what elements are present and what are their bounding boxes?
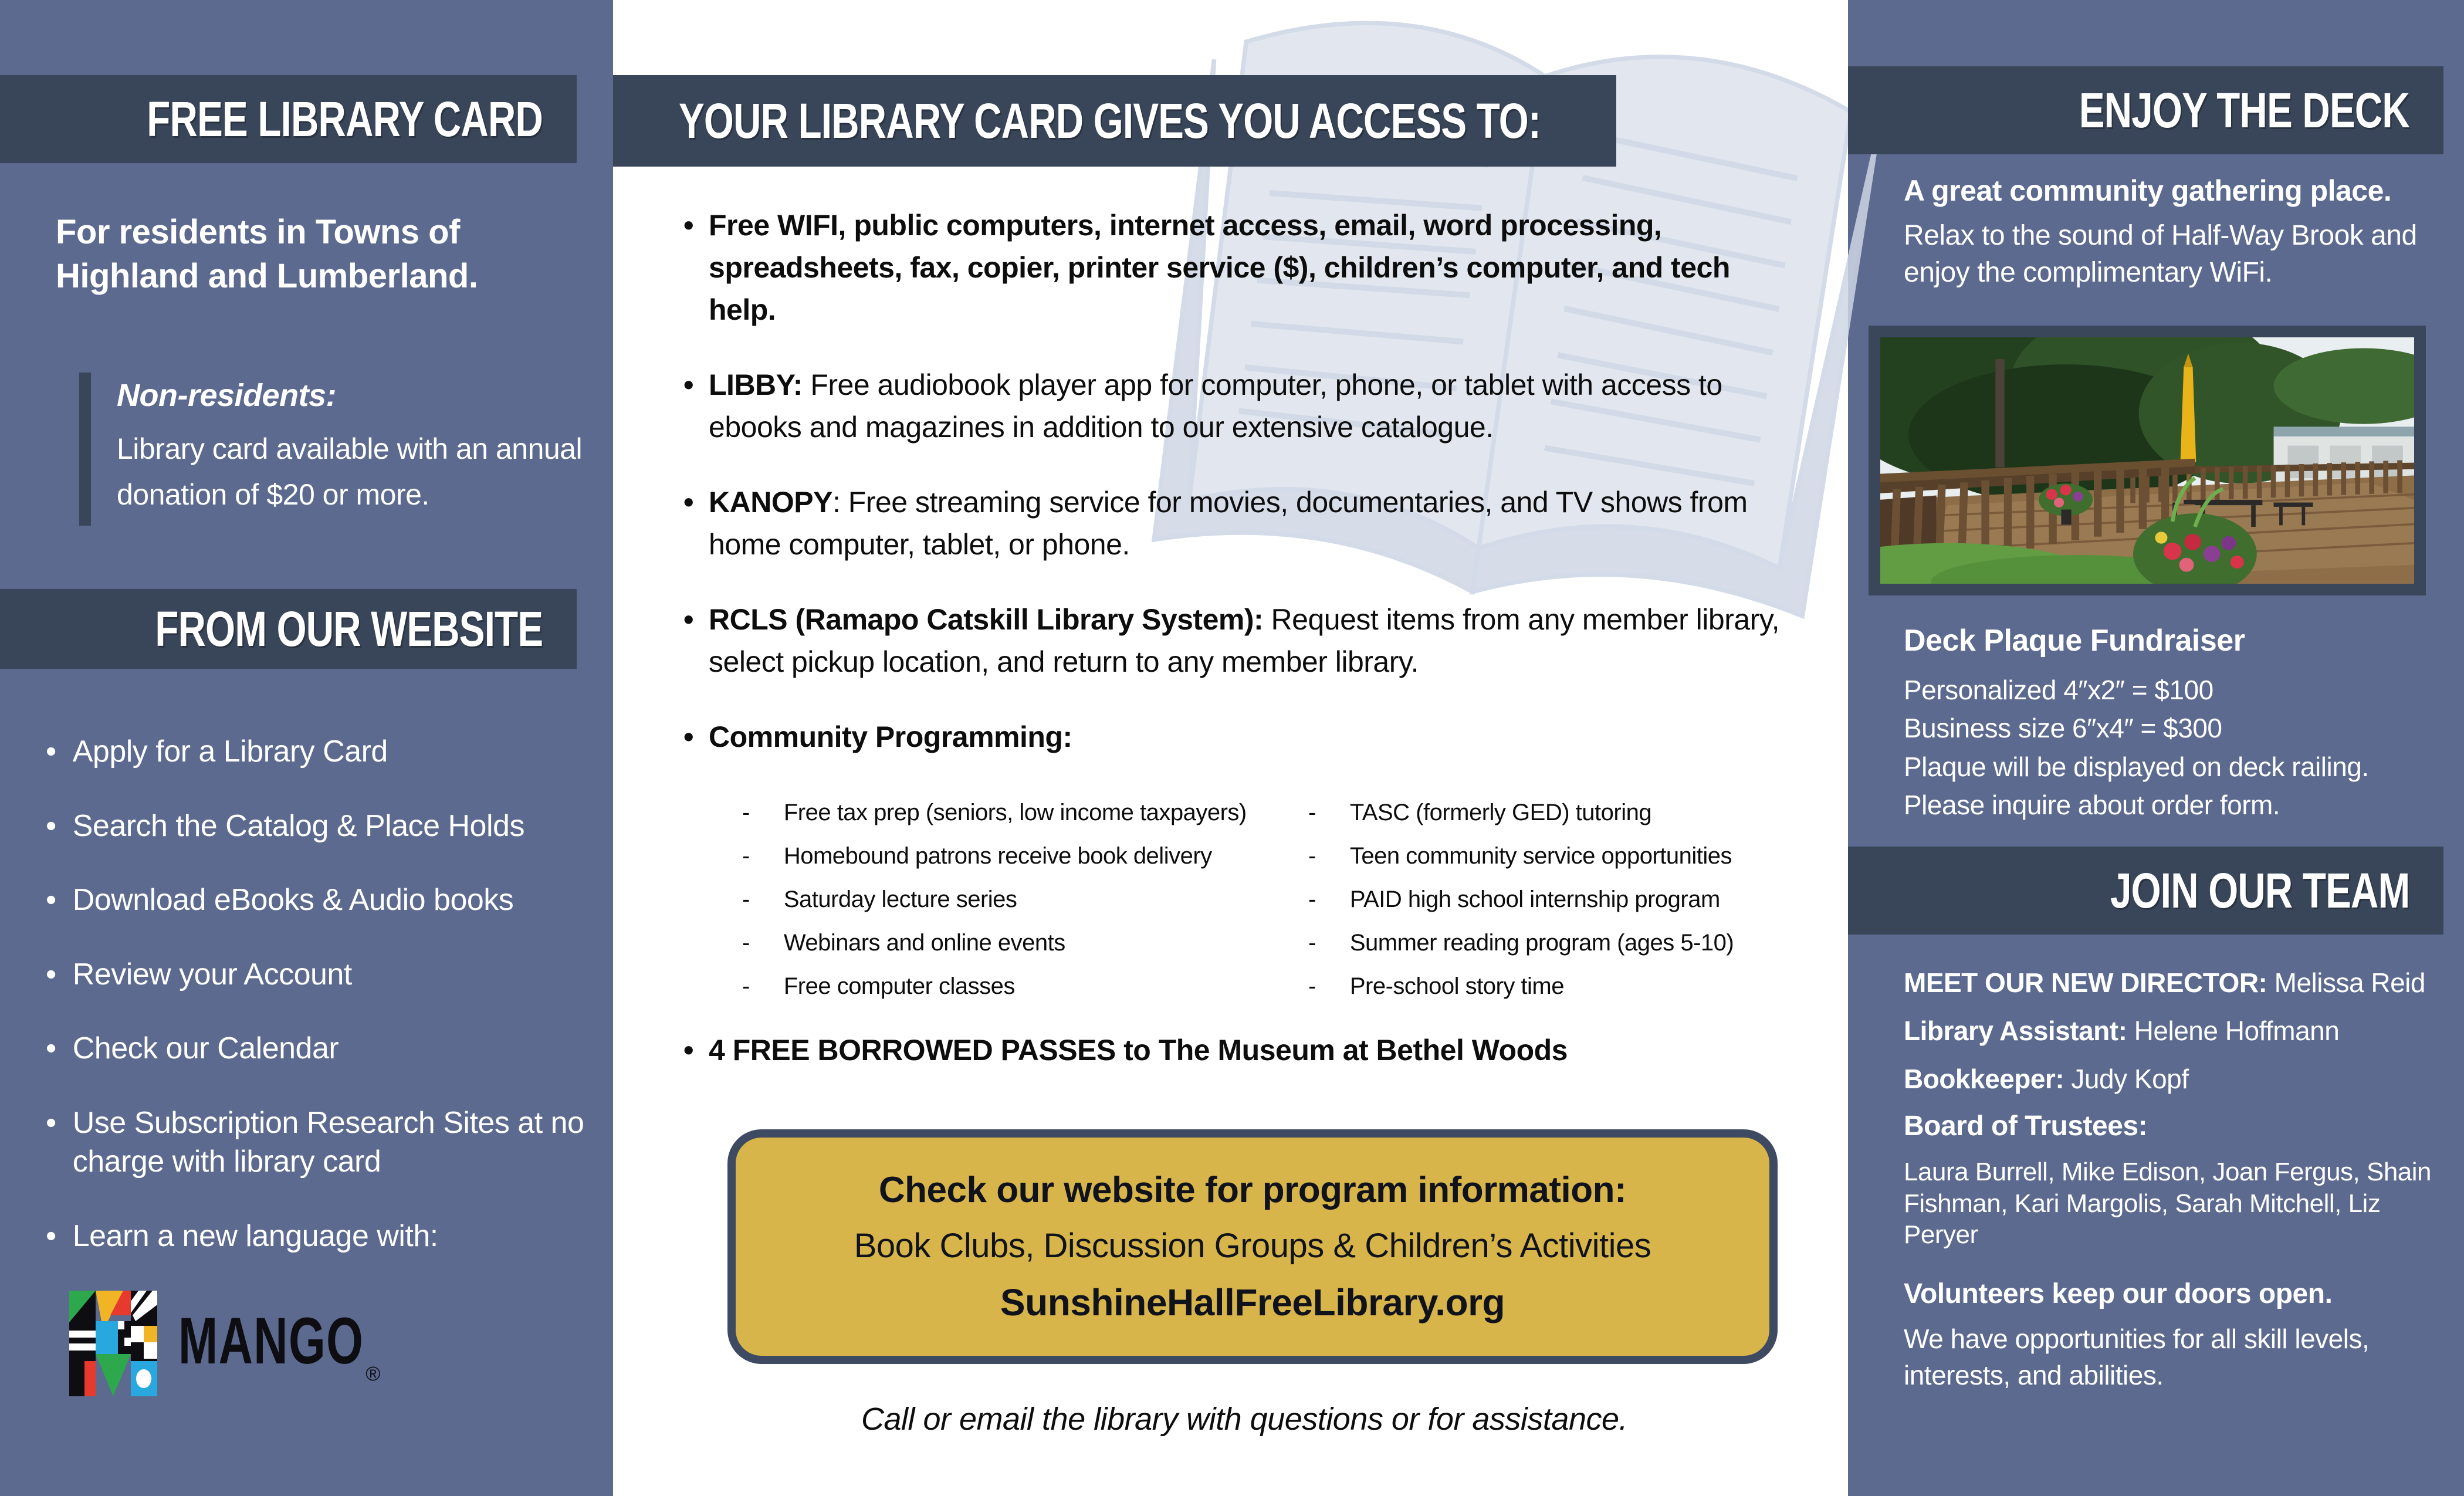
deck-intro bbox=[1904, 174, 2452, 292]
bullet-label: KANOPY bbox=[709, 486, 832, 519]
free-library-card-header bbox=[0, 75, 577, 163]
list-item: - Webinars and online events bbox=[735, 921, 1301, 964]
staff-role-label: Bookkeeper: bbox=[1904, 1064, 2064, 1094]
staff-role-label: Library Assistant: bbox=[1904, 1016, 2127, 1046]
from-our-website-header bbox=[0, 589, 577, 669]
museum-passes-bullet: • 4 FREE BORROWED PASSES to The Museum at Bethel Woods bbox=[683, 1029, 1816, 1071]
deck-plaque-fundraiser bbox=[1904, 623, 2449, 824]
enjoy-the-deck-header bbox=[1848, 66, 2443, 154]
contact-note: Call or email the library with questions or for assistance. bbox=[861, 1402, 1628, 1437]
mango-wordmark: MANGO bbox=[178, 1304, 364, 1377]
staff-name: Melissa Reid bbox=[2267, 967, 2425, 998]
bullet-label: RCLS (Ramapo Catskill Library System): bbox=[709, 603, 1264, 636]
list-item bbox=[1904, 969, 2455, 996]
bullet-label: Community Programming: bbox=[709, 720, 1072, 753]
list-item: - TASC (formerly GED) tutoring bbox=[1301, 791, 1864, 834]
list-item bbox=[683, 364, 1816, 448]
list-item: - Saturday lecture series bbox=[735, 878, 1301, 921]
list-item: • Learn a new language with: bbox=[46, 1217, 609, 1256]
callout-line-2: Book Clubs, Discussion Groups & Children’s Activities bbox=[854, 1227, 1651, 1265]
list-item: Plaque will be displayed on deck railing. bbox=[1904, 751, 2369, 782]
volunteers-note bbox=[1904, 1278, 2449, 1393]
list-item bbox=[683, 716, 1816, 758]
list-item: • Check our Calendar bbox=[46, 1029, 609, 1068]
staff-role-label: MEET OUR NEW DIRECTOR: bbox=[1904, 967, 2267, 998]
website-info-callout bbox=[727, 1129, 1778, 1364]
non-residents-text: Library card available with an annual donation of $20 or more. bbox=[117, 432, 583, 511]
header-label: ENJOY THE DECK bbox=[2079, 82, 2409, 138]
non-residents-callout bbox=[79, 373, 586, 526]
list-item: - Homebound patrons receive book delivery bbox=[735, 834, 1301, 878]
volunteers-bold: Volunteers keep our doors open. bbox=[1904, 1278, 2333, 1309]
list-item: Personalized 4″x2″ = $100 bbox=[1904, 675, 2213, 705]
list-item bbox=[1904, 1017, 2455, 1044]
staff-name: Helene Hoffmann bbox=[2127, 1016, 2340, 1046]
staff-name: Judy Kopf bbox=[2064, 1064, 2189, 1094]
programs-left-column bbox=[735, 791, 1301, 1008]
list-item: - PAID high school internship program bbox=[1301, 878, 1864, 921]
mango-m-icon bbox=[69, 1285, 157, 1396]
bullet-label: LIBBY: bbox=[709, 368, 803, 401]
volunteers-text: We have opportunities for all skill levels, interests, and abilities. bbox=[1904, 1324, 2370, 1391]
list-item: • Apply for a Library Card bbox=[46, 732, 609, 771]
list-item: • Search the Catalog & Place Holds bbox=[46, 807, 609, 846]
list-item: • Download eBooks & Audio books bbox=[46, 881, 609, 920]
residents-note: For residents in Towns of Highland and Lumberland. bbox=[56, 213, 478, 296]
non-residents-label: Non-residents: bbox=[117, 378, 337, 413]
deck-intro-text: Relax to the sound of Half-Way Brook and enjoy the complimentary WiFi. bbox=[1904, 220, 2417, 289]
registered-trademark-icon: ® bbox=[365, 1363, 380, 1385]
list-item: • Review your Account bbox=[46, 955, 609, 994]
list-item: - Free tax prep (seniors, low income taxpayers) bbox=[735, 791, 1301, 834]
fundraiser-lines bbox=[1904, 671, 2449, 824]
access-benefits bbox=[683, 204, 1816, 1104]
community-programs-grid bbox=[735, 791, 1816, 1008]
staff-list bbox=[1904, 969, 2455, 1113]
list-item: - Summer reading program (ages 5-10) bbox=[1301, 921, 1864, 964]
board-of-trustees bbox=[1904, 1110, 2452, 1251]
programs-right-column bbox=[1301, 791, 1864, 1008]
list-item bbox=[683, 598, 1816, 683]
header-label: JOIN OUR TEAM bbox=[2110, 862, 2409, 918]
board-names: Laura Burrell, Mike Edison, Joan Fergus, Shain Fishman, Kari Margolis, Sarah Mitchell, Liz Peryer bbox=[1904, 1157, 2432, 1250]
deck-intro-bold: A great community gathering place. bbox=[1904, 174, 2392, 207]
list-item: - Teen community service opportunities bbox=[1301, 834, 1864, 878]
library-card-access-header bbox=[613, 75, 1616, 167]
bullet-text: Free audiobook player app for computer, phone, or tablet with access to ebooks and magazines in addition to our extensive catalogue. bbox=[709, 368, 1722, 444]
website-features-list bbox=[46, 732, 609, 1291]
list-item: Please inquire about order form. bbox=[1904, 789, 2280, 820]
board-title: Board of Trustees: bbox=[1904, 1111, 2148, 1142]
bullet-text: Request items from any member library, select pickup location, and return to any member library. bbox=[709, 603, 1779, 678]
fundraiser-title: Deck Plaque Fundraiser bbox=[1904, 624, 2245, 658]
list-item: Business size 6″x4″ = $300 bbox=[1904, 713, 2222, 744]
list-item bbox=[683, 481, 1816, 566]
mango-logo bbox=[69, 1285, 380, 1396]
list-item: • Use Subscription Research Sites at no charge with library card bbox=[46, 1104, 609, 1182]
library-website-url: SunshineHallFreeLibrary.org bbox=[1000, 1281, 1505, 1324]
bullet-text: : Free streaming service for movies, documentaries, and TV shows from home computer, tablet, or phone. bbox=[709, 486, 1748, 561]
header-label: FROM OUR WEBSITE bbox=[155, 601, 543, 656]
access-bullet-list bbox=[683, 204, 1816, 758]
header-label: FREE LIBRARY CARD bbox=[147, 91, 543, 147]
join-our-team-header bbox=[1848, 847, 2443, 935]
header-label: YOUR LIBRARY CARD GIVES YOU ACCESS TO: bbox=[679, 93, 1541, 148]
list-item: - Pre-school story time bbox=[1301, 964, 1864, 1008]
list-item bbox=[683, 204, 1816, 331]
bullet-label: Free WIFI, public computers, internet access, email, word processing, spreadsheets, fax, copier, printer service ($), children’s computer, and tech help. bbox=[709, 209, 1730, 326]
list-item: - Free computer classes bbox=[735, 964, 1301, 1008]
callout-line-1: Check our website for program information: bbox=[878, 1170, 1627, 1210]
deck-photo bbox=[1869, 326, 2426, 595]
list-item bbox=[1904, 1065, 2455, 1092]
